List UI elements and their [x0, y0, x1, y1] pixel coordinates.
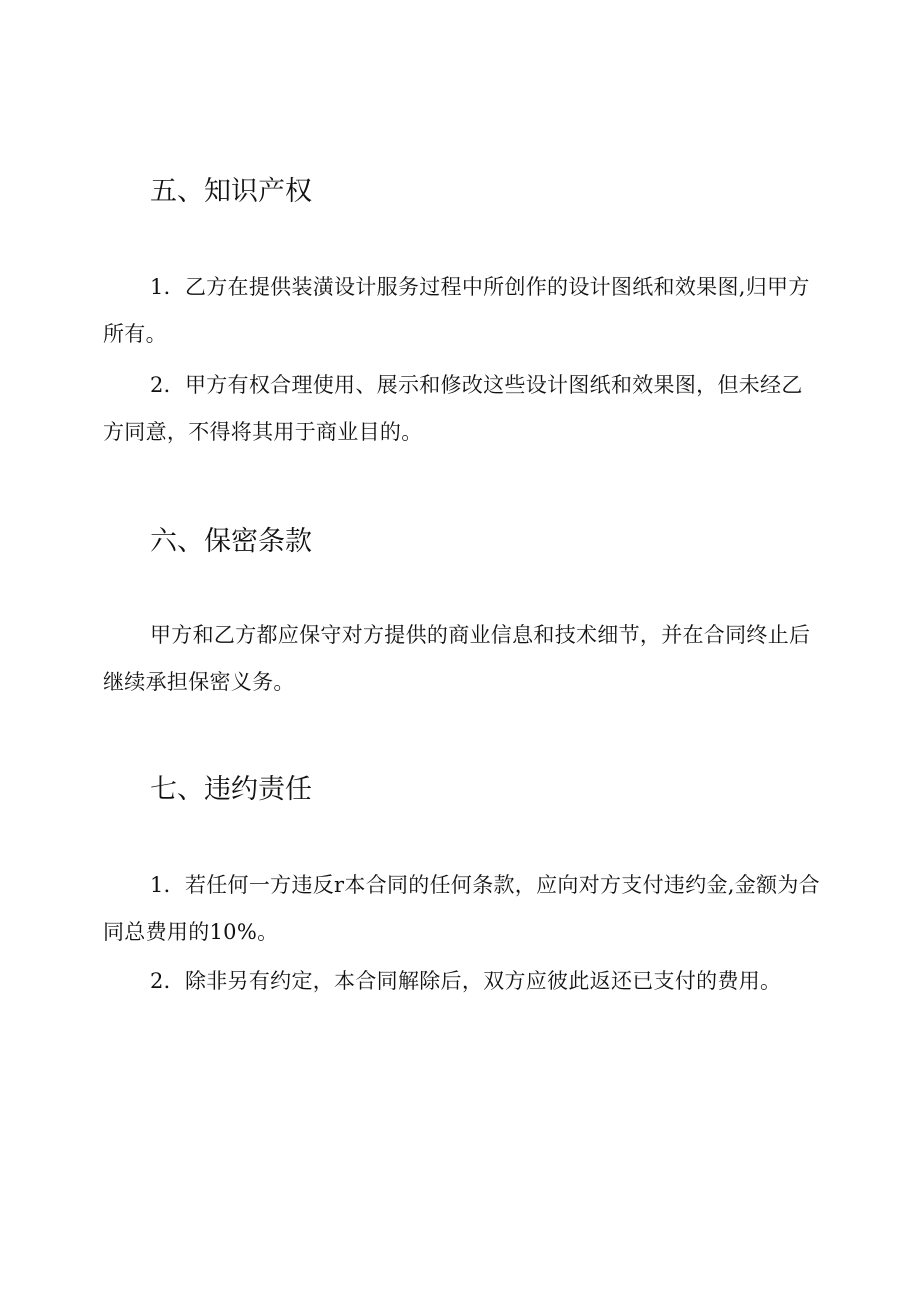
paragraph-liability-clause-1: 1．若任何一方违反r本合同的任何条款，应向对方支付违约金,金额为合同总费用的10%。 — [103, 873, 820, 944]
paragraph-liability-clause-2: 2．除非另有约定，本合同解除后，双方应彼此返还已支付的费用。 — [150, 969, 782, 993]
section-heading-confidentiality: 六、保密条款 — [150, 526, 312, 557]
paragraph-confidentiality: 甲方和乙方都应保守对方提供的商业信息和技术细节，并在合同终止后继续承担保密义务。 — [103, 623, 811, 694]
section-heading-liability: 七、违约责任 — [150, 774, 312, 805]
paragraph-ip-clause-1: 1．乙方在提供装潢设计服务过程中所创作的设计图纸和效果图,归甲方所有。 — [103, 275, 810, 346]
paragraph-ip-clause-2: 2．甲方有权合理使用、展示和修改这些设计图纸和效果图，但未经乙方同意，不得将其用于商业目的。 — [103, 373, 803, 444]
section-heading-intellectual-property: 五、知识产权 — [150, 176, 312, 207]
